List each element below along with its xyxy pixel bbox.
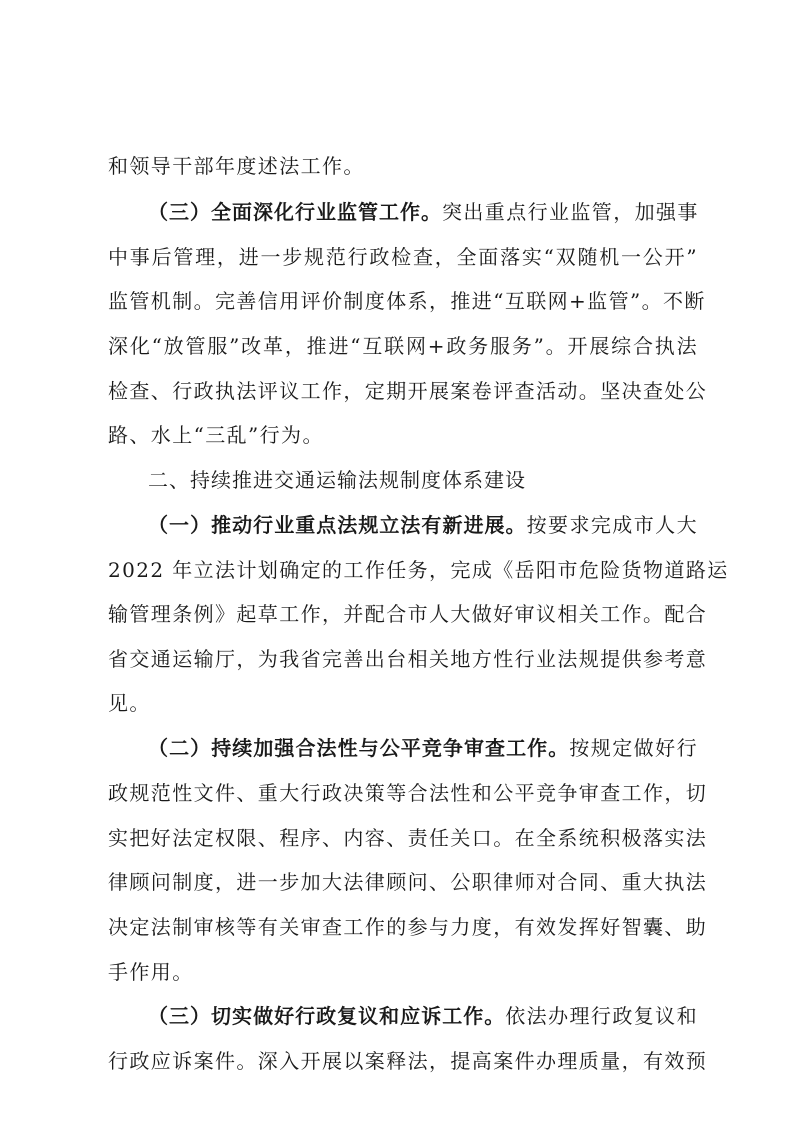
- text-line: 决定法制审核等有关审查工作的参与力度，有效发挥好智囊、助: [108, 915, 708, 939]
- text-line: 政规范性文件、重大行政决策等合法性和公平竞争审查工作，切: [108, 781, 708, 805]
- text-line: 2022 年立法计划确定的工作任务，完成《岳阳市危险货物道路运: [108, 558, 729, 582]
- text-line: 输管理条例》起草工作，并配合市人大做好审议相关工作。配合: [108, 602, 708, 626]
- text-line: 见。: [108, 691, 151, 715]
- paragraph-heading: （三）全面深化行业监管工作。: [148, 200, 442, 224]
- text-line: 监管机制。完善信用评价制度体系，推进“互联网+监管”。不断: [108, 289, 706, 313]
- text-run: 按规定做好行: [569, 736, 699, 760]
- paragraph-first-line: [148, 200, 698, 224]
- text-line: 检查、行政执法评议工作，定期开展案卷评查活动。坚决查处公: [108, 379, 708, 403]
- text-line: 路、水上“三乱”行为。: [108, 423, 324, 447]
- section-heading: 二、持续推进交通运输法规制度体系建设: [148, 468, 526, 492]
- text-run: 依法办理行政复议和: [505, 1004, 698, 1028]
- text-line: 中事后管理，进一步规范行政检查，全面落实“双随机一公开”: [108, 245, 698, 269]
- paragraph-first-line: [148, 513, 698, 537]
- text-line: 深化“放管服”改革，推进“互联网+政务服务”。开展综合执法: [108, 334, 698, 358]
- text-run: 按要求完成市人大: [526, 513, 699, 537]
- paragraph-heading: （一）推动行业重点法规立法有新进展。: [148, 513, 527, 537]
- paragraph-first-line: [148, 1004, 698, 1028]
- text-line: 省交通运输厅，为我省完善出台相关地方性行业法规提供参考意: [108, 647, 708, 671]
- text-line: 和领导干部年度述法工作。: [108, 154, 365, 178]
- text-line: 手作用。: [108, 960, 194, 984]
- paragraph-heading: （二）持续加强合法性与公平竞争审查工作。: [148, 736, 570, 760]
- text-line: 律顾问制度，进一步加大法律顾问、公职律师对合同、重大执法: [108, 870, 708, 894]
- paragraph-first-line: [148, 736, 698, 760]
- paragraph-heading: （三）切实做好行政复议和应诉工作。: [148, 1004, 506, 1028]
- text-run: 突出重点行业监管，加强事: [442, 200, 699, 224]
- text-line: 行政应诉案件。深入开展以案释法，提高案件办理质量，有效预: [108, 1049, 708, 1073]
- text-line: 实把好法定权限、程序、内容、责任关口。在全系统积极落实法: [108, 826, 708, 850]
